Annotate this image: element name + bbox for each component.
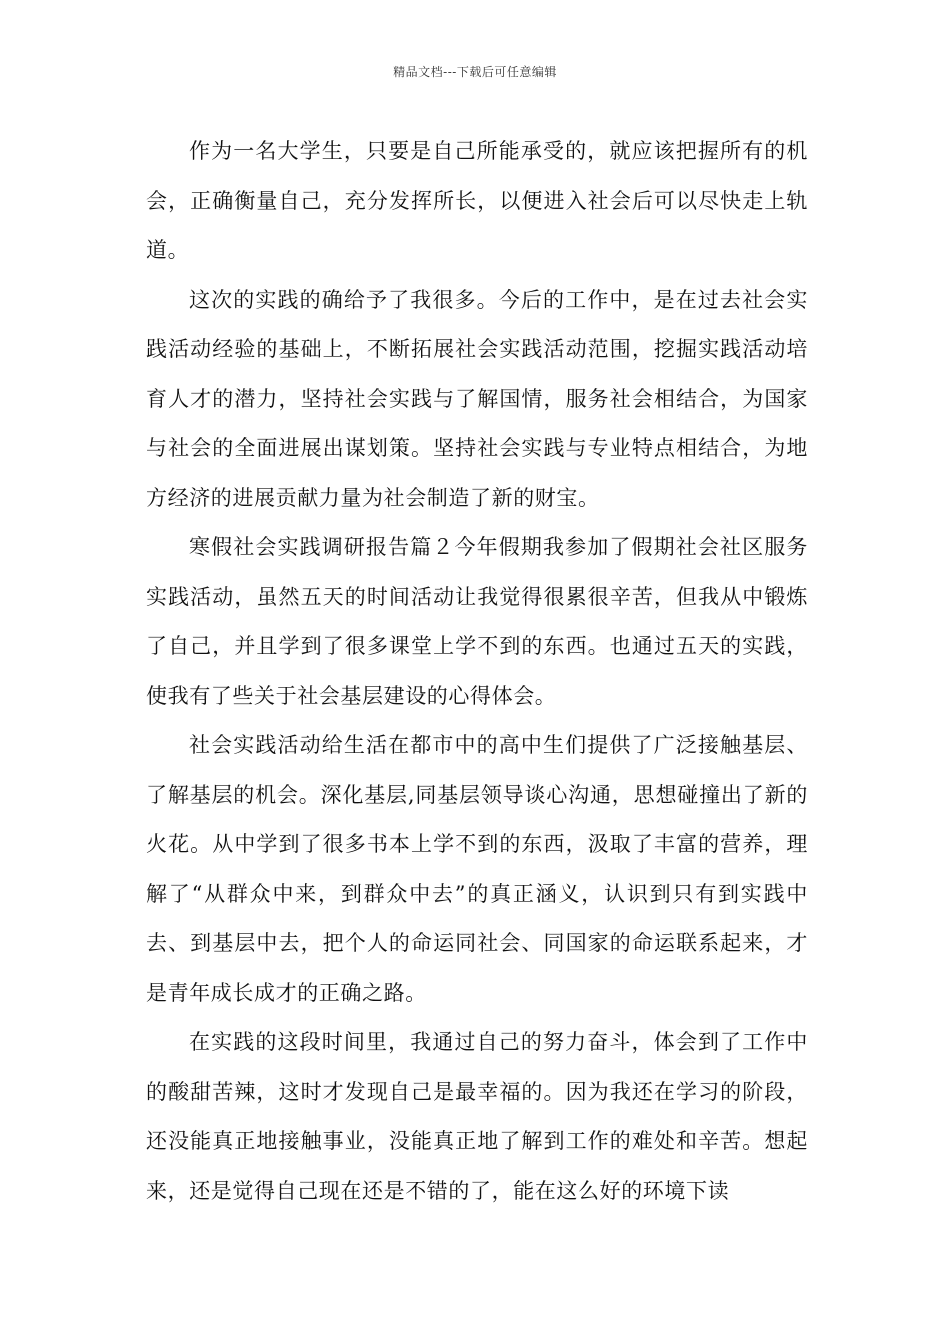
page-header: 精品文档---下载后可任意编辑: [393, 65, 557, 79]
paragraph: 这次的实践的确给予了我很多。今后的工作中，是在过去社会实践活动经验的基础上，不断拓展社会实践活动范围，挖掘实践活动培育人才的潜力，坚持社会实践与了解国情，服务社会相结合，为国家与社会的全面进展出谋划策。坚持社会实践与专业特点相结合，为地方经济的进展贡献力量为社会制造了新的财宝。: [146, 287, 808, 510]
paragraph: 作为一名大学生，只要是自己所能承受的，就应该把握所有的机会，正确衡量自己，充分发挥所长，以便进入社会后可以尽快走上轨道。: [146, 139, 808, 262]
paragraph: 在实践的这段时间里，我通过自己的努力奋斗，体会到了工作中的酸甜苦辣，这时才发现自己是最幸福的。因为我还在学习的阶段，还没能真正地接触事业，没能真正地了解到工作的难处和辛苦。想起来，还是觉得自己现在还是不错的了，能在这么好的环境下读: [146, 1030, 808, 1203]
paragraph: 社会实践活动给生活在都市中的高中生们提供了广泛接触基层、了解基层的机会。深化基层,同基层领导谈心沟通，思想碰撞出了新的火花。从中学到了很多书本上学不到的东西，汲取了丰富的营养，理解了“从群众中来，到群众中去”的真正涵义，认识到只有到实践中去、到基层中去，把个人的命运同社会、同国家的命运联系起来，才是青年成长成才的正确之路。: [146, 733, 808, 1005]
document-body: [146, 127, 808, 1216]
paragraph: 寒假社会实践调研报告篇２今年假期我参加了假期社会社区服务实践活动，虽然五天的时间活动让我觉得很累很辛苦，但我从中锻炼了自己，并且学到了很多课堂上学不到的东西。也通过五天的实践，使我有了些关于社会基层建设的心得体会。: [146, 535, 808, 708]
